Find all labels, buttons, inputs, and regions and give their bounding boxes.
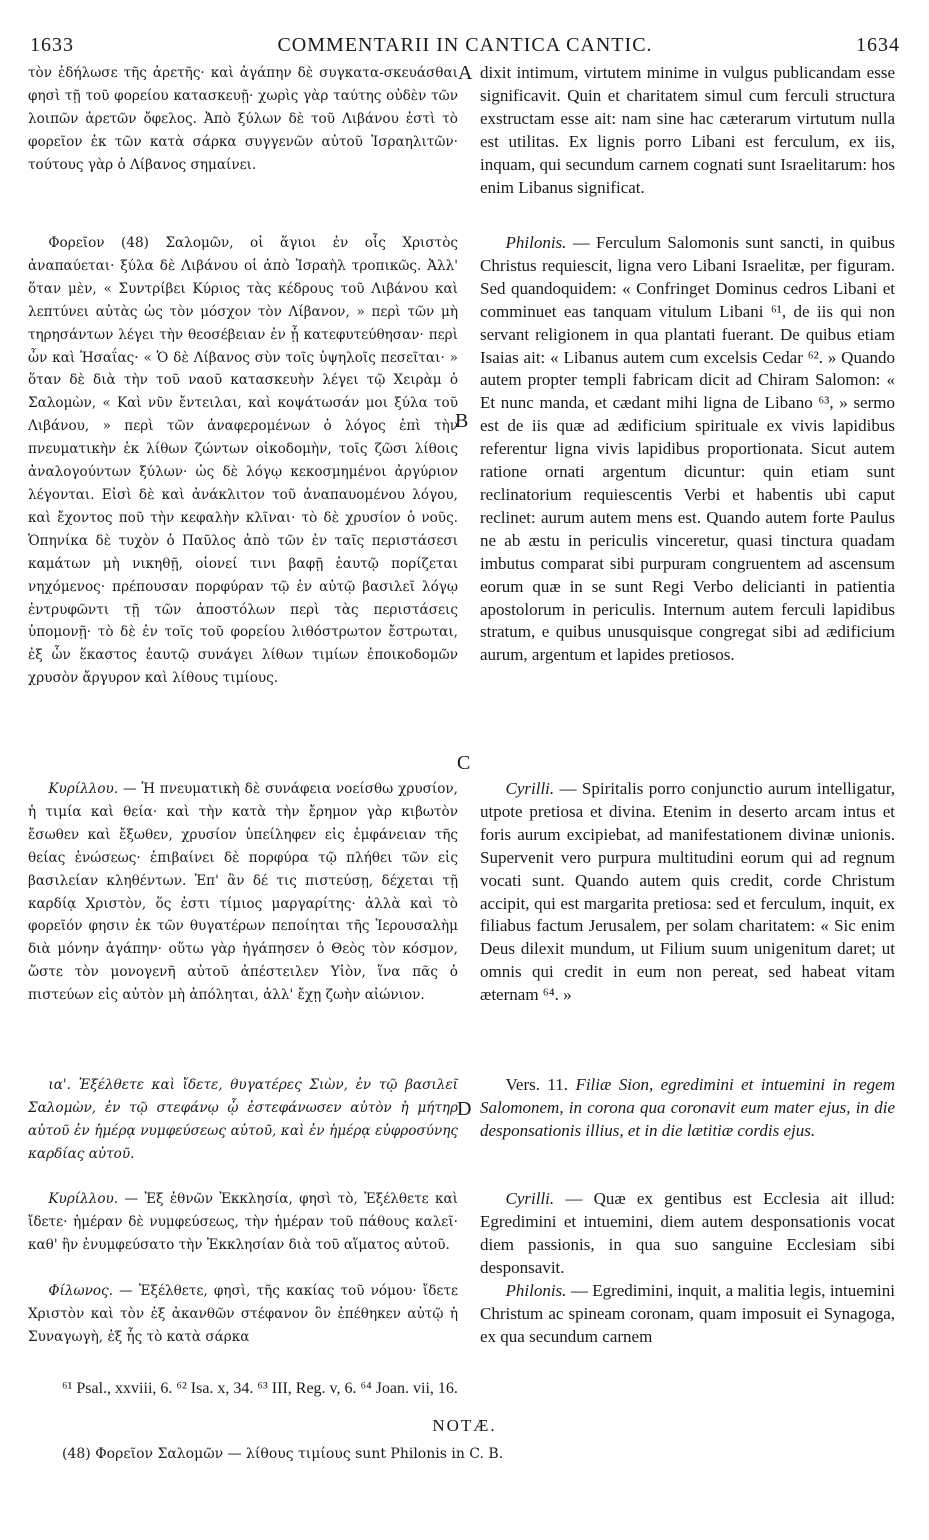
page-header — [30, 34, 900, 60]
greek-paragraph-2: Φορεῖον (48) Σαλομῶν, οἱ ἅγιοι ἐν οἷς Χριστὸς ἀναπαύεται· ξύλα δὲ Λιβάνου οἱ ἀπὸ Ἰσραὴλ τροπικῶς. Ἀλλ' ὅταν μὲν, « Συντρίβει Κύριος τὰς κέδρους τοῦ Λιβάνου καὶ λεπτύνει αὐτὰς ὡς τὸν μόσχον τὸν Λίβανον, » περὶ τῶν μὴ τηρησάντων λέγει τὴν θεοσέβειαν ἐν ᾗ κατεφυτεύθησαν· περὶ ὧν καὶ Ἡσαΐας· « Ὁ δὲ Λίβανος σὺν τοῖς ὑψηλοῖς πεσεῖται· » ὅταν δὲ διὰ τὴν τοῦ ναοῦ κατασκευὴν λέγει τῷ Χειρὰμ ὁ Σαλομὼν, « Καὶ νῦν ἔντειλαι, καὶ κοψάτωσάν μοι ξύλα τοῦ Λιβάνου, » περὶ τῶν ἀναφερομένων ὁ λόγος ἐπὶ τὴν πνευματικὴν ἐκ λίθων ζώντων οἰκοδομὴν, τοῖς ζῶσι λίθοις ἀναλογούντων ξύλων· ὡς δὲ λόγῳ κεκοσμημένοι ἀργύριον λέγονται. Εἰσὶ δὲ καὶ ἀνάκλιτον τοῦ ἀναπαυομένου λόγου, καὶ ἔχοντος ποῦ τὴν κεφαλὴν κλῖναι· τὸ δὲ χρυσίον ὁ νοῦς. Ὁπηνίκα δὲ τυχὸν ὁ Παῦλος ἀπὸ τῶν ἐν ταῖς περιστάσεσι καμάτων μὴ νικηθῇ, οἱονεί τινι βαφῇ ἑαυτῷ πορίζεται νηχόμενος· πρέπουσαν πορφύραν τῷ ἐν αὐτῷ βασιλεῖ λόγῳ ἐντρυφῶντι τῇ τῶν ἀποστόλων περὶ τὰς περιστάσεις ὑπομονῇ· τὸ δὲ ἐν τοῖς τοῦ φορείου λιθόστρωτον ἔστρωται, ἐξ ὧν ἕκαστος ἑαυτῷ συνάγει λίθων τιμίων ἐποικοδομῶν χρυσὸν ἄργυρον καὶ λίθους τιμίους. — [28, 235, 458, 687]
greek-cyril-label: Κυρίλλου. — [48, 781, 119, 797]
margin-letter-b: B — [455, 410, 469, 432]
greek-cyril-label-2: Κυρίλλου. — [48, 1191, 119, 1207]
greek-paragraph-philo — [28, 1280, 458, 1349]
greek-philo-label: Φίλωνος. — [48, 1283, 113, 1299]
latin-philo-text: — Ferculum Salomonis sunt sancti, in quibus Christus requiescit, ligna vero Libani Israelitæ, per figuram. Sed quandoquidem: « Confringet Dominus cedros Libani et comminuet eas tanquam vitulum Libani ⁶¹, de iis qui non servant religionem in qua plantati fuerant. De quibus etiam Isaias ait: « Libanus autem cum excelsis Cedar ⁶². » Quando autem propter templi fabricam dicit ad Chiram Salomon: « Et nunc manda, et cædant mihi ligna de Libano ⁶³, » sermo est de iis quæ ad ædificium spirituale ex vivis lapidibus referentur ligna vivis lapidibus proportionata. Sicut autem ratione ornati argentum dicuntur: quin etiam sunt reclinatorium requiescentis Verbi et habentis ubi caput reclinet: aurum autem mens est. Quando autem forte Paulus ne ab æstu in periculis vinceretur, quasi tinctura quadam imbutus comparat sibi purpuram congruentem ad ascensum eorum quæ in se sunt Regi Verbo delicianti in patientia apostolorum in periculis. Internum autem ferculi lapidibus stratum, e quibus unusquisque congregat sibi ad ædificium aurum, argentum et lapides pretiosos. — [480, 233, 895, 665]
latin-paragraph-cyril-2 — [480, 1188, 895, 1280]
latin-verse-label: Vers. 11. — [505, 1075, 569, 1094]
latin-philo-label: Philonis. — [505, 233, 567, 252]
latin-philo-text-2: — Egredimini, inquit, a malitia legis, intuemini Christum ac spineam coronam, quam imposuit ei Synagoga, ex qua secundum carnem — [480, 1281, 895, 1346]
greek-philo-text: — Ἐξέλθετε, φησὶ, τῆς κακίας τοῦ νόμου· ἴδετε Χριστὸν καὶ τὸν ἐξ ἀκανθῶν στέφανον ὃν ἐπέθηκεν αὐτῷ ἡ Συναγωγὴ, ἐξ ἧς τὸ κατὰ σάρκα — [28, 1283, 459, 1345]
latin-philo-label-2: Philonis. — [505, 1281, 567, 1300]
latin-paragraph-philo-2 — [480, 1280, 895, 1349]
greek-paragraph-cyril — [28, 778, 458, 1007]
latin-paragraph-1: dixit intimum, virtutem minime in vulgus publicandam esse significavit. Quin et charitatem simul cum ferculi structura exstructam esse ait: nam sine hac cæterarum virtutum nulla est utilitas. Ex lignis porro Libani est ferculum, ex iis, inquam, qui secundum carnem cognati sunt Israelitarum: hos enim Libanus significat. — [480, 63, 895, 197]
margin-letter-d: D — [457, 1098, 472, 1120]
margin-letter-c: C — [457, 752, 471, 774]
running-title: COMMENTARII IN CANTICA CANTIC. — [277, 34, 653, 56]
footnotes: ⁶¹ Psal., xxviii, 6. ⁶² Isa. x, 34. ⁶³ III, Reg. v, 6. ⁶⁴ Joan. vii, 16. — [62, 1380, 458, 1397]
latin-paragraph-cyril — [480, 778, 895, 1007]
greek-verse-11 — [28, 1074, 458, 1166]
margin-letter-a: A — [458, 62, 473, 84]
greek-cyril-text-2: — Ἐξ ἐθνῶν Ἐκκλησία, φησὶ τὸ, Ἐξέλθετε καὶ ἴδετε· ἡμέραν δὲ νυμφεύσεως, τὴν ἡμέραν τοῦ πάθους καλεῖ· καθ' ἣν ἐνυμφεύσατο τὴν Ἐκκλησίαν διὰ τοῦ αἵματος αὐτοῦ. — [28, 1191, 458, 1253]
latin-verse-11 — [480, 1074, 895, 1143]
latin-cyril-text-2: — Quæ ex gentibus est Ecclesia ait illud: Egredimini et intuemini, diem autem desponsationis vocat diem passionis, in qua suo sanguine Ecclesiam sibi desponsavit. — [480, 1189, 896, 1277]
latin-cyril-label-2: Cyrilli. — [505, 1189, 555, 1208]
greek-cyril-text: — Ἡ πνευματικὴ δὲ συνάφεια νοείσθω χρυσίον, ἡ τιμία καὶ θεία· καὶ τὴν κατὰ τὴν ἔρημον γὰρ κιβωτὸν ἔσωθεν καὶ ἔξωθεν, χρυσίον ὑπείληφεν εἰς ἐμφάνειαν τῆς θείας ἑνώσεως· ἐπιβαίνει δὲ πορφύρα τῷ πλήθει τῶν εἰς βασιλείαν κληθέντων. Ἐπ' ἂν δέ τις πιστεύσῃ, δέχεται τῇ καρδίᾳ Χριστὸν, ὅς ἐστι τίμιος μαργαρίτης· ἀλλὰ καὶ τὸ φορεῖόν φησιν ἐκ τῶν θυγατέρων πεποίηται τῆς Ἱερουσαλὴμ διὰ μόνην ἀγάπην· οὕτω γὰρ ἠγάπησεν ὁ Θεὸς τὸν κόσμον, ὥστε τὸν μονογενῆ αὐτοῦ ἀπέστειλεν Υἱὸν, ἵνα πᾶς ὁ πιστεύων εἰς αὐτὸν μὴ ἀπόληται, ἀλλ' ἔχῃ ζωὴν αἰώνιον. — [28, 781, 458, 1004]
latin-paragraph-philo — [480, 232, 895, 667]
page-number-right: 1634 — [856, 34, 900, 56]
greek-paragraph-1: τὸν ἐδήλωσε τῆς ἀρετῆς· καὶ ἀγάπην δὲ συγκατα-σκευάσθαι φησὶ τῇ τοῦ φορείου κατασκευῇ· χωρὶς γὰρ ταύτης οὐδὲν τῶν λοιπῶν ἀρετῶν ὄφελος. Ἀπὸ ξύλων δὲ τοῦ Λιβάνου ἐστὶ τὸ φορεῖον ἐκ τῶν κατὰ σάρκα συγγενῶν αὐτοῦ Ἰσραηλιτῶν· τούτους γὰρ ὁ Λίβανος σημαίνει. — [28, 65, 458, 173]
page-number-left: 1633 — [30, 34, 74, 56]
greek-verse-text: ια'. Ἐξέλθετε καὶ ἴδετε, θυγατέρες Σιὼν, ἐν τῷ βασιλεῖ Σαλομὼν, ἐν τῷ στεφάνῳ ᾧ ἐστεφάνωσεν αὐτὸν ἡ μήτηρ αὐτοῦ ἐν ἡμέρᾳ νυμφεύσεως αὐτοῦ, καὶ ἐν ἡμέρᾳ εὐφροσύνης καρδίας αὐτοῦ. — [28, 1077, 458, 1162]
notae-heading: NOTÆ. — [432, 1416, 497, 1435]
editorial-note: (48) Φορεῖον Σαλομῶν — λίθους τιμίους sunt Philonis in C. B. — [62, 1446, 504, 1462]
latin-cyril-text: — Spiritalis porro conjunctio aurum intelligatur, utpote pretiosa et divina. Etenim in deserto arcam intus et foris aurum excipiebat, ad manifestationem divinæ unionis. Supervenit vero purpura multitudini eorum qui ad regnum vocati sunt. Quando autem quis credit, corde Christum accipit, qui est margarita pretiosa: sed et ferculum, inquit, ex filiabus factum Jerusalem, per solam charitatem: « Sic enim Deus dilexit mundum, ut Filium suum unigenitum daret; ut omnis qui credit in eum non pereat, sed habeat vitam æternam ⁶⁴. » — [480, 779, 895, 1005]
greek-paragraph-cyril-2 — [28, 1188, 458, 1257]
latin-verse-text: Filiæ Sion, egredimini et intuemini in regem Salomonem, in corona qua coronavit eum mater ejus, in die desponsationis illius, et in die lætitiæ cordis ejus. — [480, 1075, 895, 1140]
latin-cyril-label: Cyrilli. — [505, 779, 555, 798]
